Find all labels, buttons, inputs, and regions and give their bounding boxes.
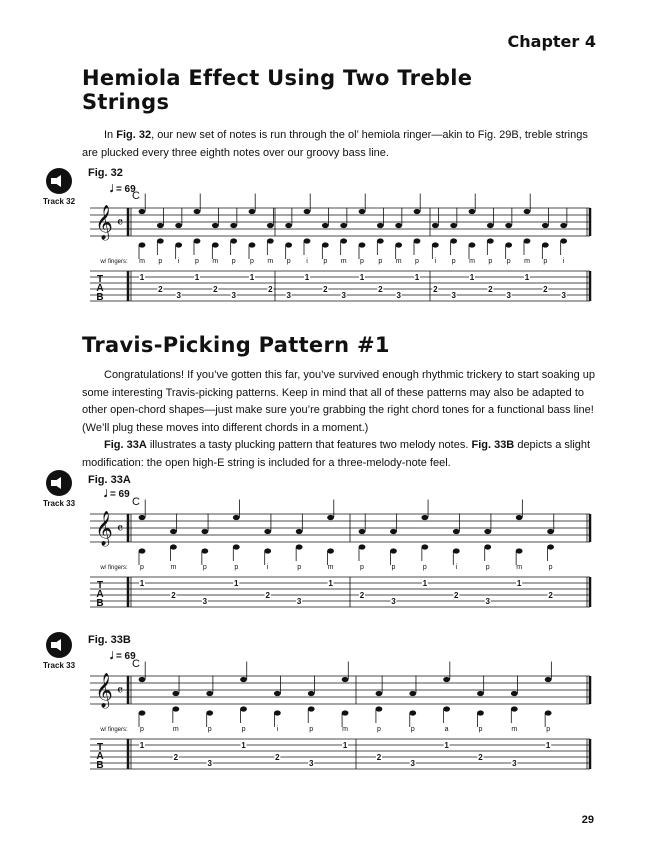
note-head xyxy=(484,529,491,534)
note-head xyxy=(516,548,523,553)
note-head xyxy=(249,209,256,214)
note-head xyxy=(469,209,476,214)
tab-letter: T xyxy=(96,742,104,753)
note-head xyxy=(477,710,484,715)
note-head xyxy=(542,223,549,228)
track-label: Track 32 xyxy=(42,197,76,206)
tab-number: 3 xyxy=(512,759,517,768)
note-head xyxy=(505,223,512,228)
note-head xyxy=(414,238,421,243)
note-head xyxy=(545,677,552,682)
note-head xyxy=(304,209,311,214)
tab-number: 2 xyxy=(268,285,273,294)
finger-mark: p xyxy=(231,258,236,265)
note-head xyxy=(477,691,484,696)
finger-mark: i xyxy=(266,564,269,571)
para-text: , our new set of notes is run through the ol’ hemiola ringer—akin to Fig. 29B, treble strings are plucked every three eighth notes over our groovy bass line. xyxy=(82,129,588,159)
note-head xyxy=(560,238,567,243)
finger-mark: a xyxy=(444,726,449,733)
finger-mark: p xyxy=(485,564,490,571)
tab-number: 3 xyxy=(396,291,401,300)
finger-mark: p xyxy=(140,564,144,571)
tab-number: 3 xyxy=(561,291,566,300)
tab-number: 2 xyxy=(378,285,383,294)
note-head xyxy=(240,677,247,682)
tab-number: 3 xyxy=(207,759,212,768)
finger-mark: p xyxy=(158,258,163,265)
note-head xyxy=(206,691,213,696)
note-head xyxy=(264,529,271,534)
figure-label: Fig. 33B xyxy=(88,634,131,646)
note-head xyxy=(212,223,219,228)
finger-mark: p xyxy=(548,564,553,571)
note-head xyxy=(139,209,146,214)
tab-number: 2 xyxy=(323,285,328,294)
finger-mark: m xyxy=(170,564,177,571)
section-title-travis: Travis-Picking Pattern #1 xyxy=(82,333,390,357)
note-head xyxy=(450,238,457,243)
tab-number: 2 xyxy=(213,285,218,294)
note-head xyxy=(157,223,164,228)
tab-letter: A xyxy=(96,589,104,600)
finger-mark: m xyxy=(516,564,523,571)
tab-number: 1 xyxy=(545,741,551,750)
tab-number: 3 xyxy=(410,759,415,768)
finger-mark: p xyxy=(546,726,551,733)
note-head xyxy=(175,223,182,228)
note-head xyxy=(432,223,439,228)
track-label: Track 33 xyxy=(42,499,76,508)
finger-mark: i xyxy=(434,258,437,265)
finger-mark: p xyxy=(234,564,239,571)
tempo-marking: 𝅗𝅥 = 69 xyxy=(110,184,136,195)
tab-number: 2 xyxy=(548,591,553,600)
note-head xyxy=(409,710,416,715)
note-head xyxy=(230,223,237,228)
tempo-marking: 𝅗𝅥 = 69 xyxy=(110,651,136,662)
note-head xyxy=(201,529,208,534)
chord-symbol: C xyxy=(132,190,140,202)
tab-number: 1 xyxy=(516,579,522,588)
note-head xyxy=(487,223,494,228)
finger-mark: p xyxy=(410,726,415,733)
note-head xyxy=(450,223,457,228)
page-number: 29 xyxy=(581,814,594,826)
finger-mark: i xyxy=(306,258,308,265)
note-head xyxy=(206,710,213,715)
note-head xyxy=(172,706,179,711)
tab-number: 1 xyxy=(328,579,333,588)
tab-number: 1 xyxy=(524,273,530,282)
finger-mark: i xyxy=(455,564,458,571)
finger-mark: m xyxy=(342,726,348,733)
note-head xyxy=(432,242,439,247)
note-head xyxy=(285,242,292,247)
common-time-icon: 𝄴 xyxy=(116,520,124,536)
finger-mark: p xyxy=(323,258,328,265)
note-head xyxy=(421,515,428,520)
tab-number: 1 xyxy=(234,579,239,588)
note-head xyxy=(322,223,329,228)
note-head xyxy=(296,529,303,534)
tab-number: 1 xyxy=(139,741,145,750)
tab-number: 3 xyxy=(286,291,291,300)
fingers-label: w/ fingers: xyxy=(100,565,128,571)
note-head xyxy=(264,548,271,553)
tab-letter: T xyxy=(96,274,104,285)
note-head xyxy=(414,209,421,214)
note-head xyxy=(322,242,329,247)
note-head xyxy=(304,238,311,243)
note-head xyxy=(267,223,274,228)
figure-label: Fig. 32 xyxy=(88,167,123,179)
tab-number: 1 xyxy=(241,741,246,750)
finger-mark: p xyxy=(376,726,381,733)
tab-number: 2 xyxy=(543,285,548,294)
note-head xyxy=(170,544,177,549)
finger-mark: m xyxy=(212,258,219,265)
tab-number: 2 xyxy=(275,753,280,762)
tab-number: 3 xyxy=(341,291,346,300)
track-label: Track 33 xyxy=(42,661,76,670)
note-head xyxy=(267,238,274,243)
tab-number: 3 xyxy=(309,759,314,768)
tab-number: 1 xyxy=(194,273,200,282)
tab-number: 1 xyxy=(304,273,310,282)
finger-mark: p xyxy=(286,258,291,265)
tab-letter: A xyxy=(96,283,104,294)
treble-clef-icon: 𝄞 xyxy=(95,674,113,707)
note-head xyxy=(469,242,476,247)
note-head xyxy=(342,677,349,682)
fig-ref: Fig. 33B xyxy=(471,439,515,451)
finger-mark: p xyxy=(451,258,456,265)
finger-mark: p xyxy=(297,564,302,571)
note-head xyxy=(308,706,315,711)
finger-mark: p xyxy=(202,564,207,571)
note-head xyxy=(212,242,219,247)
tab-number: 2 xyxy=(454,591,459,600)
finger-mark: p xyxy=(506,258,511,265)
finger-mark: m xyxy=(511,726,518,733)
note-head xyxy=(484,544,491,549)
tab-letter: B xyxy=(96,760,104,771)
tab-letter: T xyxy=(96,580,104,591)
tab-number: 3 xyxy=(485,597,490,606)
note-head xyxy=(524,209,531,214)
tab-letter: B xyxy=(96,292,104,303)
note-head xyxy=(487,238,494,243)
finger-mark: m xyxy=(469,258,475,265)
note-head xyxy=(175,242,182,247)
finger-mark: p xyxy=(488,258,493,265)
tab-number: 3 xyxy=(451,291,456,300)
note-head xyxy=(139,548,146,553)
note-head xyxy=(511,706,518,711)
note-head xyxy=(340,238,347,243)
note-head xyxy=(359,544,366,549)
chord-symbol: C xyxy=(132,658,140,670)
finger-mark: p xyxy=(250,258,254,265)
note-head xyxy=(542,242,549,247)
finger-mark: p xyxy=(378,258,383,265)
note-head xyxy=(233,544,240,549)
note-head xyxy=(249,242,256,247)
figure-label: Fig. 33A xyxy=(88,474,131,486)
finger-mark: p xyxy=(241,726,246,733)
section-title-hemiola: Hemiola Effect Using Two Treble Strings xyxy=(82,66,473,114)
note-head xyxy=(453,548,460,553)
finger-mark: m xyxy=(340,258,347,265)
note-head xyxy=(233,515,240,520)
finger-mark: m xyxy=(172,726,179,733)
note-head xyxy=(194,209,201,214)
finger-mark: m xyxy=(267,258,274,265)
note-head xyxy=(296,544,303,549)
note-head xyxy=(560,223,567,228)
note-head xyxy=(395,223,402,228)
note-head xyxy=(172,691,179,696)
note-head xyxy=(359,209,366,214)
tab-number: 3 xyxy=(296,597,302,606)
note-head xyxy=(409,691,416,696)
finger-mark: p xyxy=(309,726,314,733)
common-time-icon: 𝄴 xyxy=(116,682,124,698)
note-head xyxy=(443,706,450,711)
note-head xyxy=(240,706,247,711)
note-head xyxy=(327,515,334,520)
note-head xyxy=(274,691,281,696)
tab-number: 3 xyxy=(391,597,396,606)
note-head xyxy=(545,710,552,715)
note-head xyxy=(308,691,315,696)
finger-mark: p xyxy=(422,564,427,571)
tab-number: 1 xyxy=(342,741,348,750)
tab-number: 1 xyxy=(359,273,365,282)
note-head xyxy=(139,515,146,520)
note-head xyxy=(524,238,531,243)
common-time-icon: 𝄴 xyxy=(116,214,124,230)
finger-mark: p xyxy=(478,726,483,733)
note-head xyxy=(194,238,201,243)
note-head xyxy=(390,548,397,553)
note-head xyxy=(376,706,383,711)
finger-mark: m xyxy=(395,258,402,265)
note-head xyxy=(157,238,164,243)
finger-mark: m xyxy=(327,564,334,571)
chapter-heading: Chapter 4 xyxy=(507,32,596,51)
finger-mark: p xyxy=(391,564,396,571)
note-head xyxy=(285,223,292,228)
tab-number: 3 xyxy=(231,291,236,300)
tab-number: 1 xyxy=(414,273,420,282)
note-head xyxy=(139,710,146,715)
finger-mark: m xyxy=(524,258,530,265)
tab-number: 2 xyxy=(265,591,270,600)
finger-mark: p xyxy=(415,258,419,265)
tab-number: 1 xyxy=(249,273,255,282)
note-head xyxy=(359,529,366,534)
finger-mark: i xyxy=(276,726,279,733)
tab-number: 1 xyxy=(139,579,145,588)
finger-mark: p xyxy=(360,564,364,571)
note-head xyxy=(139,677,146,682)
para-text: depicts a slight modification: the open high-E string is included for a three-melody-note feel. xyxy=(82,439,591,469)
note-head xyxy=(395,242,402,247)
finger-mark: p xyxy=(140,726,144,733)
tab-number: 1 xyxy=(444,741,449,750)
tab-number: 3 xyxy=(202,597,208,606)
para-text: Congratulations! If you’ve gotten this far, you’ve survived enough rhythmic trickery to start soaking up some interesting Travis-picking patterns. Keep in mind that all of these patterns may also be adapted to other open-chord shapes—just make sure you’re grabbing the right chord tones for a functional bass line! (We’ll plug these moves into different chords in a moment.) xyxy=(82,369,595,434)
note-head xyxy=(505,242,512,247)
tab-number: 1 xyxy=(139,273,145,282)
para-text: In xyxy=(104,129,117,141)
tab-number: 2 xyxy=(158,285,163,294)
note-head xyxy=(139,242,146,247)
finger-mark: p xyxy=(207,726,212,733)
finger-mark: i xyxy=(177,258,180,265)
note-head xyxy=(390,529,397,534)
note-head xyxy=(516,515,523,520)
note-head xyxy=(359,242,366,247)
tab-number: 2 xyxy=(171,591,176,600)
finger-mark: p xyxy=(360,258,364,265)
tab-letter: B xyxy=(96,598,104,609)
treble-clef-icon: 𝄞 xyxy=(95,512,113,545)
tab-number: 2 xyxy=(488,285,493,294)
note-head xyxy=(377,223,384,228)
tab-number: 2 xyxy=(359,591,365,600)
note-head xyxy=(327,548,334,553)
note-head xyxy=(342,710,349,715)
treble-clef-icon: 𝄞 xyxy=(95,206,113,239)
tab-letter: A xyxy=(96,751,104,762)
finger-mark: p xyxy=(543,258,548,265)
tempo-marking: 𝅗𝅥 = 69 xyxy=(104,489,130,500)
finger-mark: m xyxy=(139,258,145,265)
note-head xyxy=(421,544,428,549)
tab-number: 2 xyxy=(173,753,179,762)
note-head xyxy=(511,691,518,696)
note-head xyxy=(376,691,383,696)
tab-number: 1 xyxy=(422,579,428,588)
note-head xyxy=(453,529,460,534)
tab-number: 1 xyxy=(469,273,475,282)
note-head xyxy=(547,544,554,549)
fingers-label: w/ fingers: xyxy=(100,259,128,265)
finger-mark: i xyxy=(562,258,565,265)
note-head xyxy=(230,238,237,243)
tab-number: 3 xyxy=(506,291,511,300)
tab-number: 2 xyxy=(376,753,382,762)
fingers-label: w/ fingers: xyxy=(100,727,128,733)
note-head xyxy=(170,529,177,534)
note-head xyxy=(547,529,554,534)
tab-number: 3 xyxy=(176,291,181,300)
note-head xyxy=(340,223,347,228)
note-head xyxy=(443,677,450,682)
note-head xyxy=(377,238,384,243)
note-head xyxy=(201,548,208,553)
tab-number: 2 xyxy=(433,285,438,294)
note-head xyxy=(274,710,281,715)
tab-number: 2 xyxy=(478,753,483,762)
finger-mark: p xyxy=(195,258,199,265)
para-text: illustrates a tasty plucking pattern that features two melody notes. xyxy=(146,439,472,451)
chord-symbol: C xyxy=(132,496,140,508)
fig-ref: Fig. 33A xyxy=(104,439,147,451)
fig-ref: Fig. 32 xyxy=(116,129,152,141)
